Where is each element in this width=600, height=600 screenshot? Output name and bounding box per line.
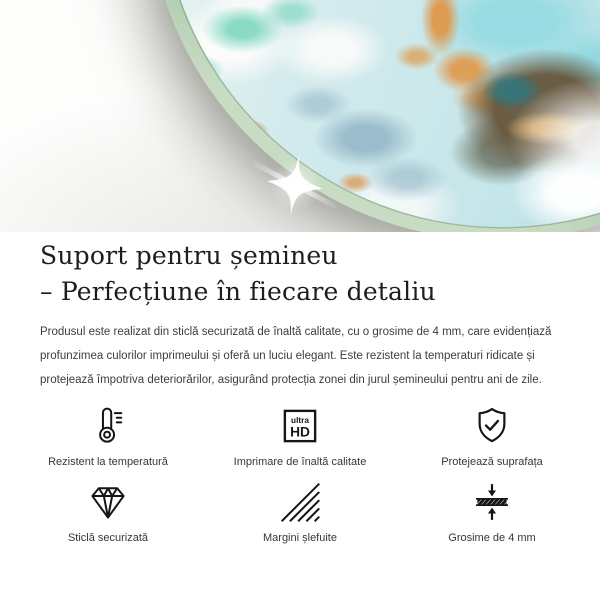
feature-label: Margini șlefuite [263,532,337,544]
svg-text:HD: HD [290,424,310,440]
feature-print-quality [204,404,396,468]
feature-grid [12,404,588,544]
feature-polished-edges [204,480,396,544]
feature-label: Rezistent la temperatură [48,456,168,468]
svg-text:ultra: ultra [291,415,309,425]
sparkle-icon [253,143,337,227]
thermometer-icon [86,404,130,448]
page-title [40,238,560,310]
thickness-icon [470,480,514,524]
feature-label: Imprimare de înaltă calitate [233,456,367,468]
glass-disc-edge [148,0,600,232]
page-title-line-1: Suport pentru șemineu [40,241,338,270]
feature-label: Grosime de 4 mm [448,532,536,544]
content-section [0,238,600,544]
shield-check-icon [470,404,514,448]
feature-protects-surface [396,404,588,468]
page-title-line-2: – Perfecțiune în fiecare detaliu [40,277,436,306]
polished-edges-icon [278,480,322,524]
intro-paragraph: Produsul este realizat din sticlă securizată de înaltă calitate, cu o grosime de 4 mm, care evidențiază profunzimea culorilor imprimeului și oferă un luciu elegant. Este rezistent la temperaturi ridicate și protejează împotriva deteriorărilor, asigurând protecția zonei din jurul șemineului pentru ani de zile. [40,326,552,386]
feature-temperature [12,404,204,468]
ultra-hd-icon [278,404,322,448]
feature-tempered-glass [12,480,204,544]
marble-print-surface [161,0,600,227]
product-photo-section [0,0,600,232]
feature-label: Sticlă securizată [67,532,149,544]
diamond-icon [86,480,130,524]
feature-label: Protejează suprafața [441,456,543,468]
feature-thickness [396,480,588,544]
